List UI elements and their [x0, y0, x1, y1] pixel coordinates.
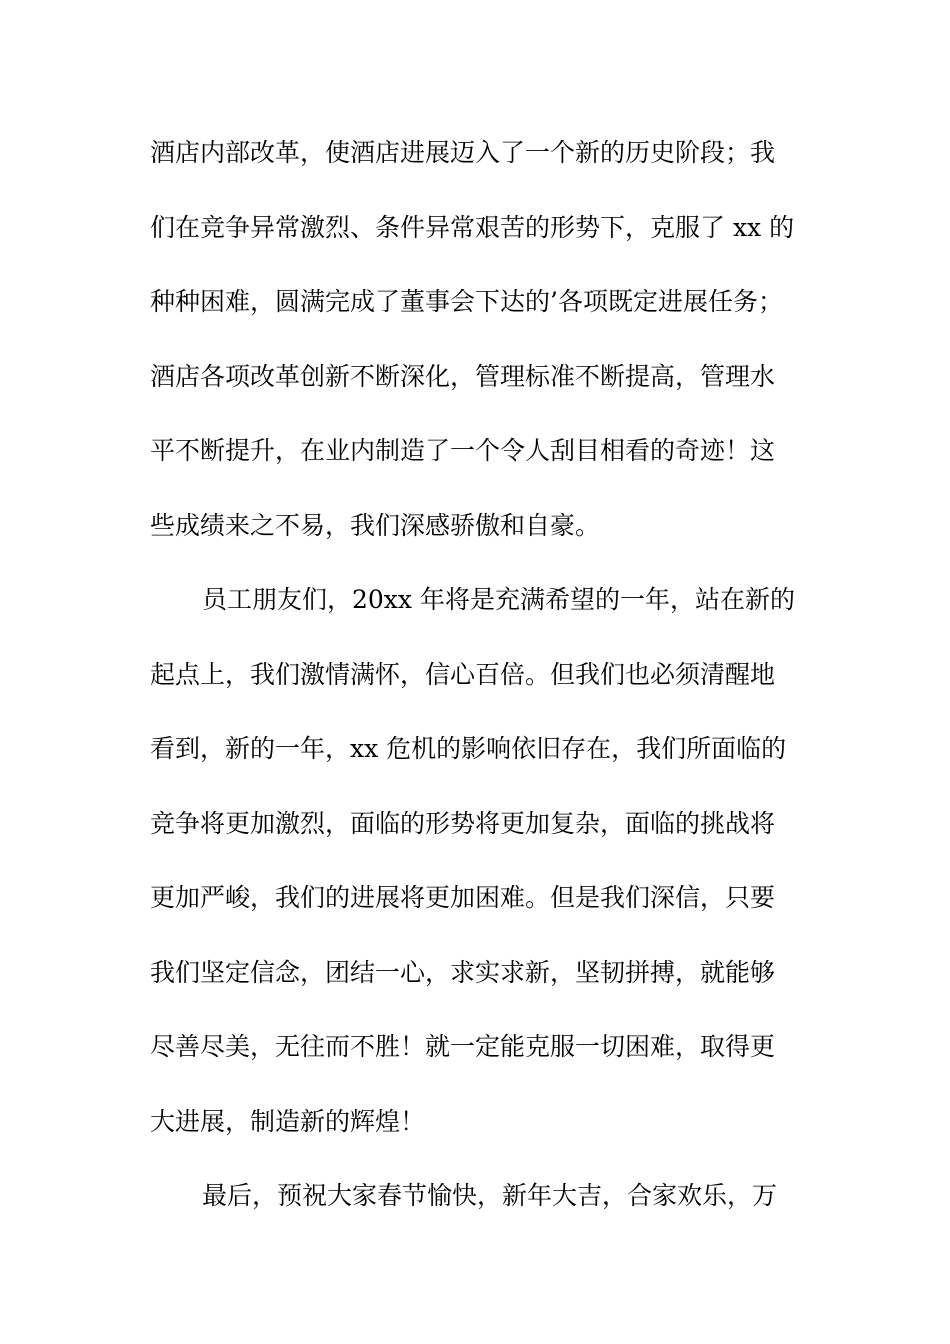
body-text [150, 116, 810, 1234]
text-line: 看到，新的一年，xx 危机的影响依旧存在，我们所面临的 [150, 734, 787, 763]
text-line: 更加严峻，我们的进展将更加困难。但是我们深信，只要 [150, 883, 776, 912]
paragraph [150, 563, 810, 1159]
text-line: 我们坚定信念，团结一心，求实求新，坚韧拼搏，就能够 [150, 957, 776, 987]
text-line: 竞争将更加激烈，面临的形势将更加复杂，面临的挑战将 [150, 808, 776, 838]
text-line: 酒店各项改革创新不断深化，管理标准不断提高，管理水 [150, 361, 776, 391]
text-line: 大进展，制造新的辉煌！ [150, 1106, 426, 1136]
text-line: 酒店内部改革，使酒店进展迈入了一个新的历史阶段；我 [150, 138, 776, 167]
text-line: 最后，预祝大家春节愉快，新年大吉，合家欢乐，万 [202, 1181, 778, 1210]
text-line: 们在竞争异常激烈、条件异常艰苦的形势下，克服了 xx 的 [150, 212, 795, 242]
text-line: 种种困难，圆满完成了董事会下达的’各项既定进展任务； [150, 287, 783, 316]
text-line: 些成绩来之不易，我们深感骄傲和自豪。 [150, 510, 601, 540]
text-line: 尽善尽美，无往而不胜！就一定能克服一切困难，取得更 [150, 1032, 776, 1061]
paragraph [150, 1159, 810, 1234]
text-line: 起点上，我们激情满怀，信心百倍。但我们也必须清醒地 [150, 659, 776, 689]
text-line: 员工朋友们，20xx 年将是充满希望的一年，站在新的 [202, 585, 795, 614]
text-line: 平不断提升，在业内制造了一个令人刮目相看的奇迹！这 [150, 436, 776, 465]
paragraph [150, 116, 810, 563]
